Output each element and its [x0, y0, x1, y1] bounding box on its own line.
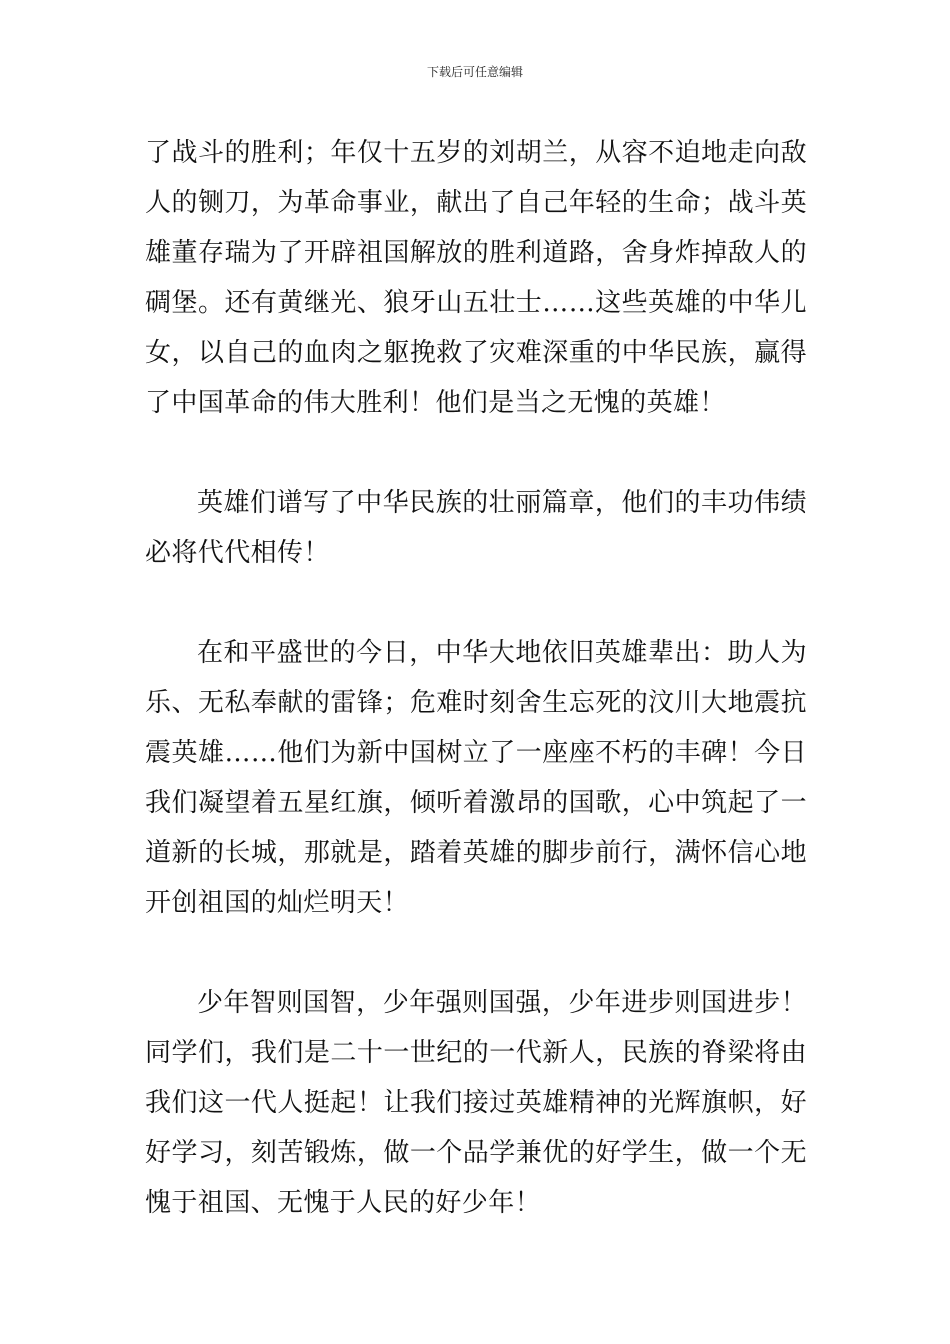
paragraph-4: 少年智则国智，少年强则国强，少年进步则国进步！同学们，我们是二十一世纪的一代新人，民族的脊梁将由我们这一代人挺起！让我们接过英雄精神的光辉旗帜，好好学习，刻苦锻炼，做一个品学兼优的好学生，做一个无愧于祖国、无愧于人民的好少年！	[145, 988, 807, 1218]
document-body	[145, 128, 807, 1228]
paragraph-1: 了战斗的胜利；年仅十五岁的刘胡兰，从容不迫地走向敌人的铡刀，为革命事业，献出了自己年轻的生命；战斗英雄董存瑞为了开辟祖国解放的胜利道路，舍身炸掉敌人的碉堡。还有黄继光、狼牙山五壮士……这些英雄的中华儿女，以自己的血肉之躯挽救了灾难深重的中华民族，赢得了中国革命的伟大胜利！他们是当之无愧的英雄！	[145, 138, 807, 418]
paragraph-spacer	[145, 428, 807, 478]
paragraph-spacer	[145, 928, 807, 978]
paragraph-2: 英雄们谱写了中华民族的壮丽篇章，他们的丰功伟绩必将代代相传！	[145, 488, 807, 568]
page-header: 下载后可任意编辑	[426, 65, 523, 79]
paragraph-3: 在和平盛世的今日，中华大地依旧英雄辈出：助人为乐、无私奉献的雷锋；危难时刻舍生忘死的汶川大地震抗震英雄……他们为新中国树立了一座座不朽的丰碑！今日我们凝望着五星红旗，倾听着激昂的国歌，心中筑起了一道新的长城，那就是，踏着英雄的脚步前行，满怀信心地开创祖国的灿烂明天！	[145, 638, 807, 918]
paragraph-spacer	[145, 578, 807, 628]
